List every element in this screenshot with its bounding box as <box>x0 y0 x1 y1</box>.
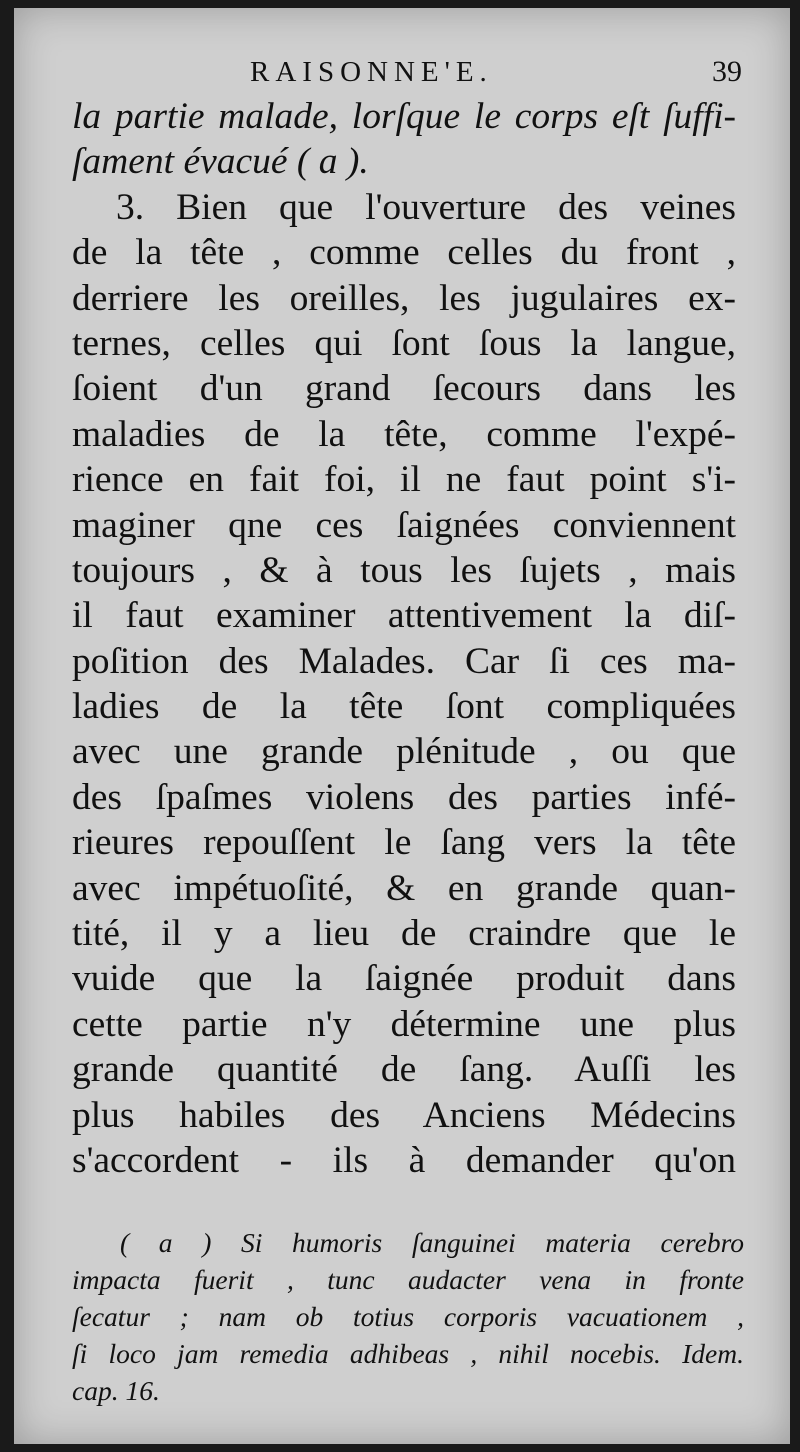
text-line: de la tête , comme celles du front , <box>72 232 736 274</box>
text-line: rieures repouſſent le ſang vers la tête <box>72 822 736 864</box>
page-number: 39 <box>712 55 742 88</box>
text-line: ſoient d'un grand ſecours dans les <box>72 368 736 410</box>
body-text <box>72 94 736 1183</box>
text-line: ternes, celles qui ſont ſous la langue, <box>72 322 736 364</box>
text-line: avec une grande plénitude , ou que <box>72 731 736 773</box>
text-line: tité, il y a lieu de craindre que le <box>72 913 736 955</box>
text-line: grande quantité de ſang. Auſſi les <box>72 1049 736 1091</box>
text-line: maginer qne ces ſaignées conviennent <box>72 504 736 546</box>
text-line: poſition des Malades. Car ſi ces ma- <box>72 640 736 682</box>
text-line: toujours , & à tous les ſujets , mais <box>72 549 736 591</box>
text-line: vuide que la ſaignée produit dans <box>72 958 736 1000</box>
footnote-line: ſi loco jam remedia adhibeas , nihil nocebis. Idem. <box>72 1338 744 1369</box>
text-line: des ſpaſmes violens des parties infé- <box>72 776 736 818</box>
paragraph-start-line: 3. Bien que l'ouverture des veines <box>116 186 736 228</box>
text-line: ladies de la tête ſont compliquées <box>72 686 736 728</box>
footnote-line: ( a ) Si humoris ſanguinei materia cerebro <box>120 1227 744 1258</box>
text-line: derriere les oreilles, les jugulaires ex- <box>72 277 736 319</box>
footnote-line: ſecatur ; nam ob totius corporis vacuationem , <box>72 1301 744 1332</box>
text-line: plus habiles des Anciens Médecins <box>72 1094 736 1136</box>
text-line: rience en fait foi, il ne faut point s'i- <box>72 459 736 501</box>
text-line: cette partie n'y détermine une plus <box>72 1003 736 1045</box>
text-line: ſament évacué ( a ). <box>72 141 369 183</box>
running-title: RAISONNE'E. <box>250 56 493 88</box>
footnote <box>72 1224 744 1409</box>
text-line: maladies de la tête, comme l'expé- <box>72 413 736 455</box>
footnote-line: impacta fuerit , tunc audacter vena in fronte <box>72 1264 744 1295</box>
text-line: la partie malade, lorſque le corps eſt ſuffi- <box>72 96 736 137</box>
text-line: avec impétuoſité, & en grande quan- <box>72 867 736 909</box>
text-line: s'accordent - ils à demander qu'on <box>72 1139 736 1181</box>
footnote-line: cap. 16. <box>72 1375 160 1406</box>
text-line: il faut examiner attentivement la diſ- <box>72 595 736 637</box>
running-head <box>14 52 790 92</box>
book-page <box>14 8 790 1444</box>
